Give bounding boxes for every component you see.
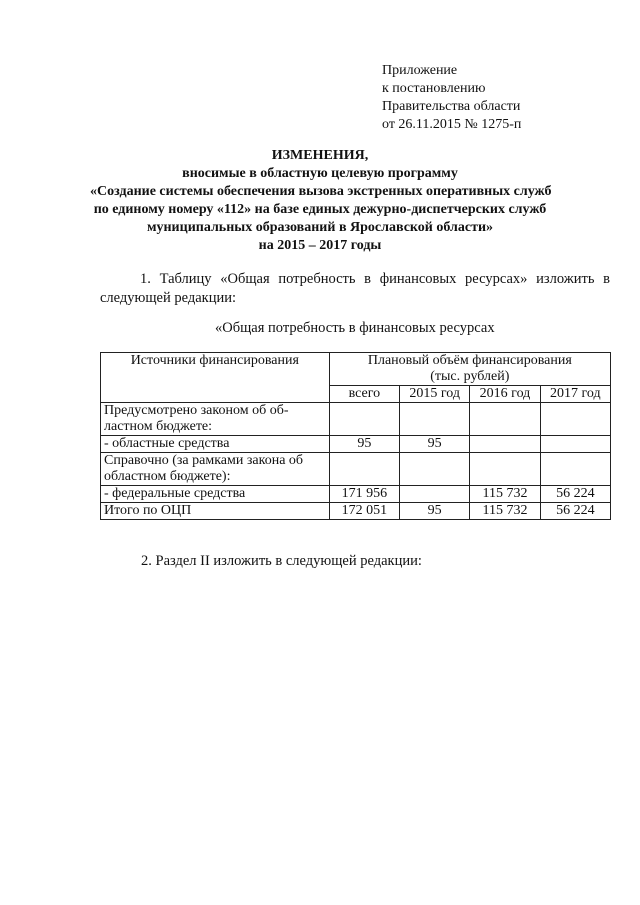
heading-line: вносимые в областную целевую программу	[182, 166, 458, 181]
table-row	[101, 486, 611, 503]
cell-2015	[400, 403, 470, 436]
table-row	[101, 453, 611, 486]
cell-2016	[470, 436, 540, 453]
cell-2016: 115 732	[470, 503, 540, 520]
cell-2015: 95	[400, 503, 470, 520]
row-label-line: - федеральные средства	[104, 486, 246, 501]
table-row	[101, 503, 611, 520]
cell-2015	[400, 486, 470, 503]
cell-2017	[540, 436, 610, 453]
row-label-line: Справочно (за рамками закона об	[104, 453, 304, 468]
document-heading	[90, 147, 550, 255]
heading-line: муниципальных образований в Ярославской области»	[146, 220, 494, 235]
cell-total: 171 956	[329, 486, 399, 503]
row-label-line: Итого по ОЦП	[104, 503, 192, 518]
heading-title: ИЗМЕНЕНИЯ,	[271, 148, 369, 163]
heading-line: на 2015 – 2017 годы	[258, 238, 382, 253]
header-plan-cell	[329, 353, 610, 386]
cell-2017: 56 224	[540, 486, 610, 503]
row-label-line: - областные средства	[104, 436, 230, 451]
paragraph-2: 2. Раздел II изложить в следующей редакции:	[141, 553, 422, 569]
cell-2016	[470, 453, 540, 486]
row-label-cell	[101, 503, 330, 520]
table-row	[101, 436, 611, 453]
subheader-2016: 2016 год	[470, 386, 540, 403]
heading-line: по единому номеру «112» на базе единых дежурно-диспетчерских служб	[93, 202, 547, 217]
heading-line: «Создание системы обеспечения вызова экстренных оперативных служб	[90, 184, 552, 199]
cell-2017	[540, 403, 610, 436]
row-label-line: ластном бюджете:	[104, 419, 213, 434]
header-source-cell	[101, 353, 330, 403]
appendix-line: от 26.11.2015 № 1275-п	[382, 117, 522, 132]
header-plan-line-1: Плановый объём финансирования	[367, 353, 572, 368]
subheader-2017: 2017 год	[540, 386, 610, 403]
subheader-total: всего	[329, 386, 399, 403]
appendix-line: к постановлению	[382, 81, 486, 96]
cell-2015: 95	[400, 436, 470, 453]
row-label-cell	[101, 436, 330, 453]
row-label-line: Предусмотрено законом об об-	[104, 403, 289, 418]
row-label-line: областном бюджете):	[104, 469, 231, 484]
header-plan-line-2: (тыс. рублей)	[430, 369, 510, 384]
table-header-row	[101, 353, 611, 386]
subheader-2015: 2015 год	[400, 386, 470, 403]
cell-total: 172 051	[329, 503, 399, 520]
cell-2016	[470, 403, 540, 436]
cell-2017: 56 224	[540, 503, 610, 520]
table-row	[101, 403, 611, 436]
cell-2016: 115 732	[470, 486, 540, 503]
appendix-block	[382, 62, 521, 134]
row-label-cell	[101, 453, 330, 486]
appendix-line: Приложение	[382, 63, 458, 78]
cell-total: 95	[329, 436, 399, 453]
row-label-cell	[101, 403, 330, 436]
financing-table	[100, 352, 611, 520]
paragraph-1-line-1: 1. Таблицу «Общая потребность в финансовых ресурсах» изложить в	[140, 271, 610, 287]
appendix-line: Правительства области	[382, 99, 521, 114]
cell-2015	[400, 453, 470, 486]
cell-2017	[540, 453, 610, 486]
cell-total	[329, 403, 399, 436]
table-title: «Общая потребность в финансовых ресурсах	[215, 320, 495, 336]
paragraph-1-line-2: следующей редакции:	[100, 290, 237, 306]
cell-total	[329, 453, 399, 486]
header-source: Источники финансирования	[130, 353, 299, 368]
paragraph-1	[100, 270, 610, 308]
row-label-cell	[101, 486, 330, 503]
